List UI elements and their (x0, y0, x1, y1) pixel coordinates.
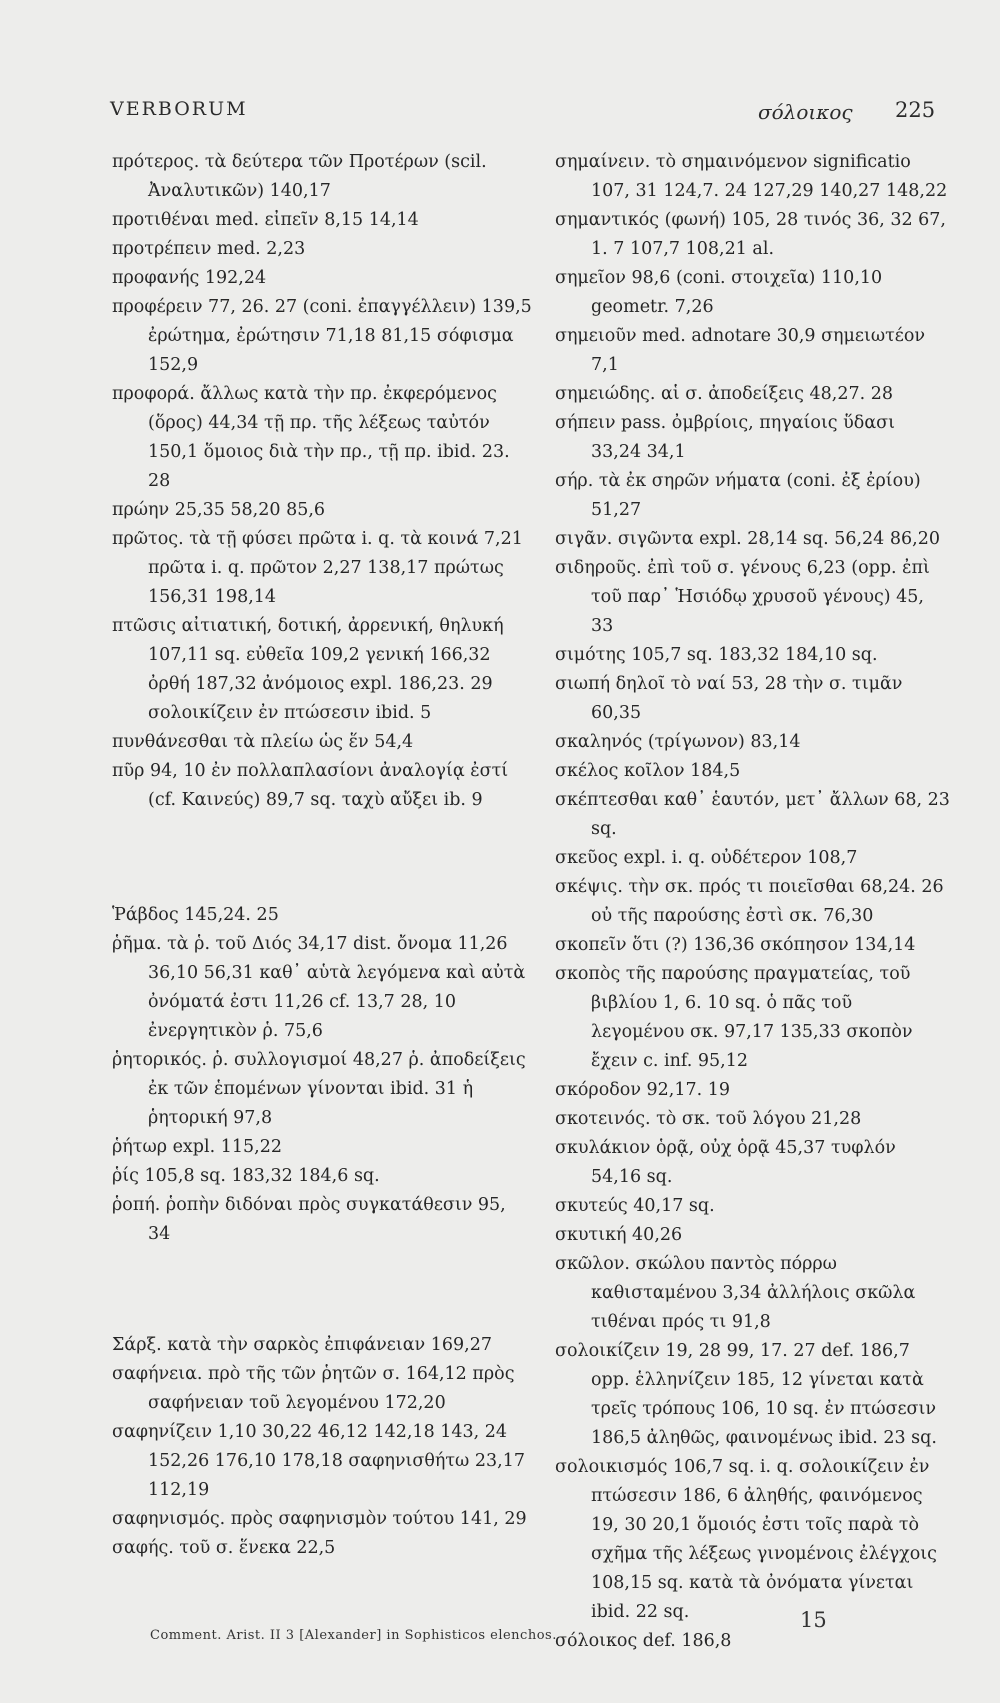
index-entry: προτιθέναι med. εἰπεῖν 8,15 14,14 (112, 210, 419, 230)
index-entry: σκαληνός (τρίγωνον) 83,14 (555, 732, 801, 752)
running-head-left: VERBORUM (110, 98, 248, 120)
index-entry: σκοπὸς τῆς παρούσης πραγματείας, τοῦ βιβλίου 1, 6. 10 sq. ὁ πᾶς τοῦ λεγομένου σκ. 97,17 135,33 σκοπὸν ἔχειν c. inf. 95,12 (555, 964, 913, 1071)
index-entry: προφορά. ἄλλως κατὰ τὴν πρ. ἐκφερόμενος (ὅρος) 44,34 τῇ πρ. τῆς λέξεως ταὐτόν 150,1 ὅμοιος διὰ τὴν πρ., τῇ πρ. ibid. 23. 28 (112, 384, 510, 491)
index-entry: σκυλάκιον ὁρᾷ, οὐχ ὁρᾷ 45,37 τυφλόν 54,16 sq. (555, 1138, 896, 1187)
running-head-word: σόλοικος (758, 100, 853, 124)
index-entry: σκῶλον. σκώλου παντὸς πόρρω καθισταμένου 3,34 ἀλλήλοις σκῶλα τιθέναι πρός τι 91,8 (555, 1254, 916, 1332)
index-entry: Σάρξ. κατὰ τὴν σαρκὸς ἐπιφάνειαν 169,27 (112, 1335, 492, 1355)
index-entry: σαφήνεια. πρὸ τῆς τῶν ῥητῶν σ. 164,12 πρὸς σαφήνειαν τοῦ λεγομένου 172,20 (112, 1364, 515, 1413)
index-entry: σήρ. τὰ ἐκ σηρῶν νήματα (coni. ἐξ ἐρίου) 51,27 (555, 471, 921, 520)
index-entry: πῦρ 94, 10 ἐν πολλαπλασίονι ἀναλογίᾳ ἐστί (cf. Καινεύς) 89,7 sq. ταχὺ αὔξει ib. 9 (112, 761, 509, 810)
index-entry: σαφηνισμός. πρὸς σαφηνισμὸν τούτου 141, 29 (112, 1509, 527, 1529)
left-group-pi (112, 148, 532, 815)
index-entry: σκοπεῖν ὅτι (?) 136,36 σκόπησον 134,14 (555, 935, 916, 955)
index-entry: σκεῦος expl. i. q. οὐδέτερον 108,7 (555, 848, 858, 868)
section-gap (112, 815, 532, 901)
index-entry: πρῶτος. τὰ τῇ φύσει πρῶτα i. q. τὰ κοινά 7,21 πρῶτα i. q. πρῶτον 2,27 138,17 πρώτως 156,31 198,14 (112, 529, 523, 607)
index-entry: σημειοῦν med. adnotare 30,9 σημειωτέον 7,1 (555, 326, 926, 375)
index-entry: πτῶσις αἰτιατική, δοτική, ἀρρενική, θηλυκή 107,11 sq. εὐθεῖα 109,2 γενική 166,32 ὀρθή 187,32 ἀνόμοιος expl. 186,23. 29 σολοικίζειν ἐν πτώσεσιν ibid. 5 (112, 616, 504, 723)
index-entry: σκόροδον 92,17. 19 (555, 1080, 731, 1100)
left-group-rho (112, 901, 532, 1249)
section-gap (112, 1249, 532, 1331)
index-entry: σημεῖον 98,6 (coni. στοιχεῖα) 110,10 geometr. 7,26 (555, 268, 883, 317)
signature-mark: 15 (800, 1608, 827, 1632)
index-entry: σημειώδης. αἱ σ. ἀποδείξεις 48,27. 28 (555, 384, 894, 404)
index-entry: σημαίνειν. τὸ σημαινόμενον significatio 107, 31 124,7. 24 127,29 140,27 148,22 (555, 152, 948, 201)
index-entry: σιωπή δηλοῖ τὸ ναί 53, 28 τὴν σ. τιμᾶν 60,35 (555, 674, 903, 723)
index-entry: σιγᾶν. σιγῶντα expl. 28,14 sq. 56,24 86,20 (555, 529, 940, 549)
index-entry: σκέλος κοῖλον 184,5 (555, 761, 741, 781)
index-entry: σολοικίζειν 19, 28 99, 17. 27 def. 186,7 opp. ἑλληνίζειν 185, 12 γίνεται κατὰ τρεῖς τρόπους 106, 10 sq. ἐν πτώσεσιν 186,5 ἀληθῶς, φαινομένως ibid. 23 sq. (555, 1341, 937, 1448)
index-entry: ῥοπή. ῥοπὴν διδόναι πρὸς συγκατάθεσιν 95, 34 (112, 1195, 506, 1244)
index-entry: σκέπτεσθαι καθ᾽ ἑαυτόν, μετ᾽ ἄλλων 68, 23 sq. (555, 790, 950, 839)
index-entry: προφέρειν 77, 26. 27 (coni. ἐπαγγέλλειν) 139,5 ἐρώτημα, ἐρώτησιν 71,18 81,15 σόφισμα 152,9 (112, 297, 532, 375)
index-entry: προτρέπειν med. 2,23 (112, 239, 306, 259)
index-entry: σαφηνίζειν 1,10 30,22 46,12 142,18 143, 24 152,26 176,10 178,18 σαφηνισθήτω 23,17 112,19 (112, 1422, 525, 1500)
index-entry: πυνθάνεσθαι τὰ πλείω ὡς ἕν 54,4 (112, 732, 414, 752)
index-entry: σήπειν pass. ὀμβρίοις, πηγαίοις ὕδασι 33,24 34,1 (555, 413, 895, 462)
index-entry: σαφής. τοῦ σ. ἕνεκα 22,5 (112, 1538, 336, 1558)
index-entry: Ῥάβδος 145,24. 25 (112, 905, 279, 925)
index-entry: ῥῆμα. τὰ ῥ. τοῦ Διός 34,17 dist. ὄνομα 11,26 36,10 56,31 καθ᾽ αὑτὰ λεγόμενα καὶ αὐτὰ ὀνόματά ἐστι 11,26 cf. 13,7 28, 10 ἐνεργητικὸν ῥ. 75,6 (112, 934, 526, 1041)
index-entry: ῥήτωρ expl. 115,22 (112, 1137, 282, 1157)
right-column (555, 148, 950, 1656)
index-entry: σιδηροῦς. ἐπὶ τοῦ σ. γένους 6,23 (opp. ἐπὶ τοῦ παρ᾽ Ἡσιόδῳ χρυσοῦ γένους) 45, 33 (555, 558, 930, 636)
index-entry: ῥητορικός. ῥ. συλλογισμοί 48,27 ῥ. ἀποδείξεις ἐκ τῶν ἑπομένων γίνονται ibid. 31 ἡ ῥητορική 97,8 (112, 1050, 526, 1128)
page-number: 225 (895, 98, 936, 122)
index-entry: προφανής 192,24 (112, 268, 267, 288)
left-column (112, 148, 532, 1563)
index-entry: σιμότης 105,7 sq. 183,32 184,10 sq. (555, 645, 878, 665)
index-entry: σκυτική 40,26 (555, 1225, 683, 1245)
index-entry: σολοικισμός 106,7 sq. i. q. σολοικίζειν ἐν πτώσεσιν 186, 6 ἀληθής, φαινόμενος 19, 30 20,1 ὅμοιός ἐστι τοῖς παρὰ τὸ σχῆμα τῆς λέξεως γινομένοις ἐλέγχοις 108,15 sq. κατὰ τὰ ὀνόματα γίνεται ibid. 22 sq. (555, 1457, 937, 1622)
footer-imprint: Comment. Arist. II 3 [Alexander] in Sophisticos elenchos. (150, 1628, 557, 1643)
index-entry: σκέψις. τὴν σκ. πρός τι ποιεῖσθαι 68,24. 26 οὐ τῆς παρούσης ἐστὶ σκ. 76,30 (555, 877, 944, 926)
left-group-sigma (112, 1331, 532, 1563)
index-entry: σημαντικός (φωνή) 105, 28 τινός 36, 32 67, 1. 7 107,7 108,21 al. (555, 210, 946, 259)
index-entry: ῥίς 105,8 sq. 183,32 184,6 sq. (112, 1166, 380, 1186)
index-entry: πρότερος. τὰ δεύτερα τῶν Προτέρων (scil. Ἀναλυτικῶν) 140,17 (112, 152, 487, 201)
index-entry: σόλοικος def. 186,8 (555, 1631, 732, 1651)
index-entry: πρώην 25,35 58,20 85,6 (112, 500, 326, 520)
index-entry: σκυτεύς 40,17 sq. (555, 1196, 715, 1216)
index-entry: σκοτεινός. τὸ σκ. τοῦ λόγου 21,28 (555, 1109, 862, 1129)
